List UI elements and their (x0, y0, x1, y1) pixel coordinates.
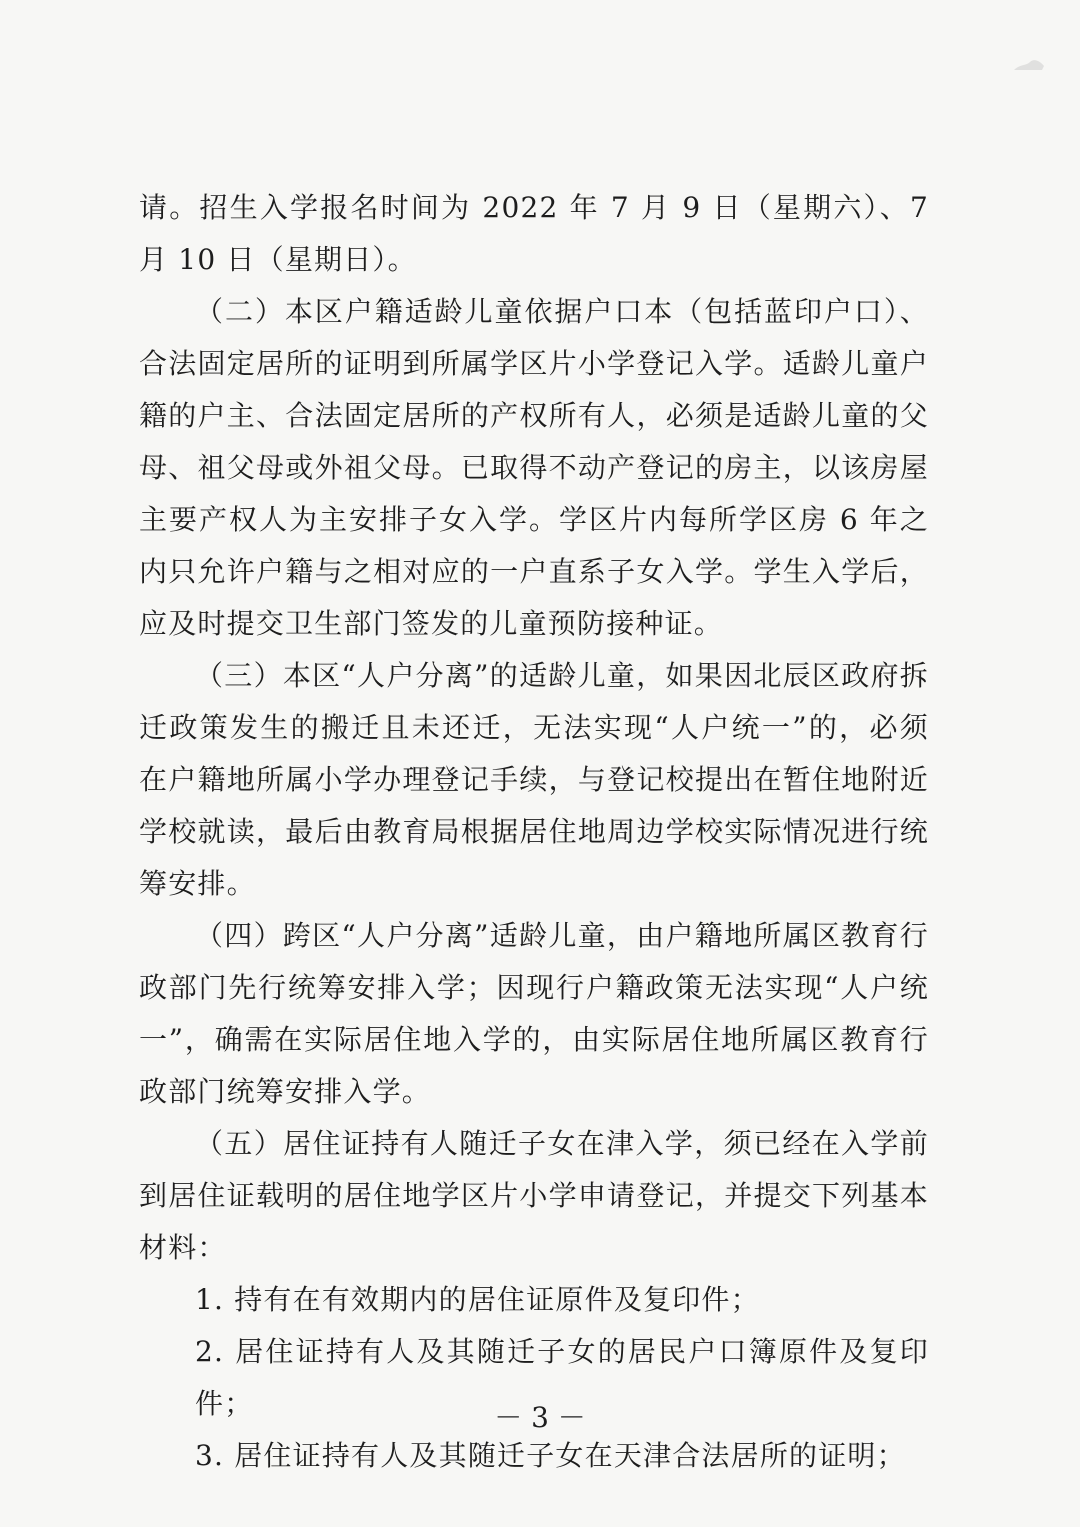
scan-mark-icon (1012, 56, 1046, 74)
page-number: － 3 － (494, 1401, 586, 1434)
list-item-2: 2. 居住证持有人及其随迁子女的居民户口簿原件及复印件； (195, 1335, 929, 1420)
paragraph-local-household: （二）本区户籍适龄儿童依据户口本（包括蓝印户口）、合法固定居所的证明到所属学区片小学登记入学。适龄儿童户籍的户主、合法固定居所的产权所有人，必须是适龄儿童的父母、祖父母或外祖父母。已取得不动产登记的房主，以该房屋主要产权人为主安排子女入学。学区片内每所学区房 6 年之内只允许户籍与之相对应的一户直系子女入学。学生入学后，应及时提交卫生部门签发的儿童预防接种证。 (139, 295, 929, 640)
paragraph-local-separation: （三）本区“人户分离”的适龄儿童，如果因北辰区政府拆迁政策发生的搬迁且未还迁，无法实现“人户统一”的，必须在户籍地所属小学办理登记手续，与登记校提出在暂住地附近学校就读，最后由教育局根据居住地周边学校实际情况进行统筹安排。 (139, 659, 929, 900)
document-body (139, 182, 929, 1482)
paragraph-residence-permit: （五）居住证持有人随迁子女在津入学，须已经在入学前到居住证载明的居住地学区片小学申请登记，并提交下列基本材料： (139, 1127, 929, 1264)
list-item-1: 1. 持有在有效期内的居住证原件及复印件； (195, 1283, 760, 1316)
list-item-3: 3. 居住证持有人及其随迁子女在天津合法居所的证明； (195, 1439, 906, 1472)
paragraph-enrollment-date: 请。招生入学报名时间为 2022 年 7 月 9 日（星期六）、7 月 10 日（星期日）。 (139, 191, 929, 276)
paragraph-cross-district-separation: （四）跨区“人户分离”适龄儿童，由户籍地所属区教育行政部门先行统筹安排入学；因现行户籍政策无法实现“人户统一”，确需在实际居住地入学的，由实际居住地所属区教育行政部门统筹安排入学。 (139, 919, 929, 1108)
